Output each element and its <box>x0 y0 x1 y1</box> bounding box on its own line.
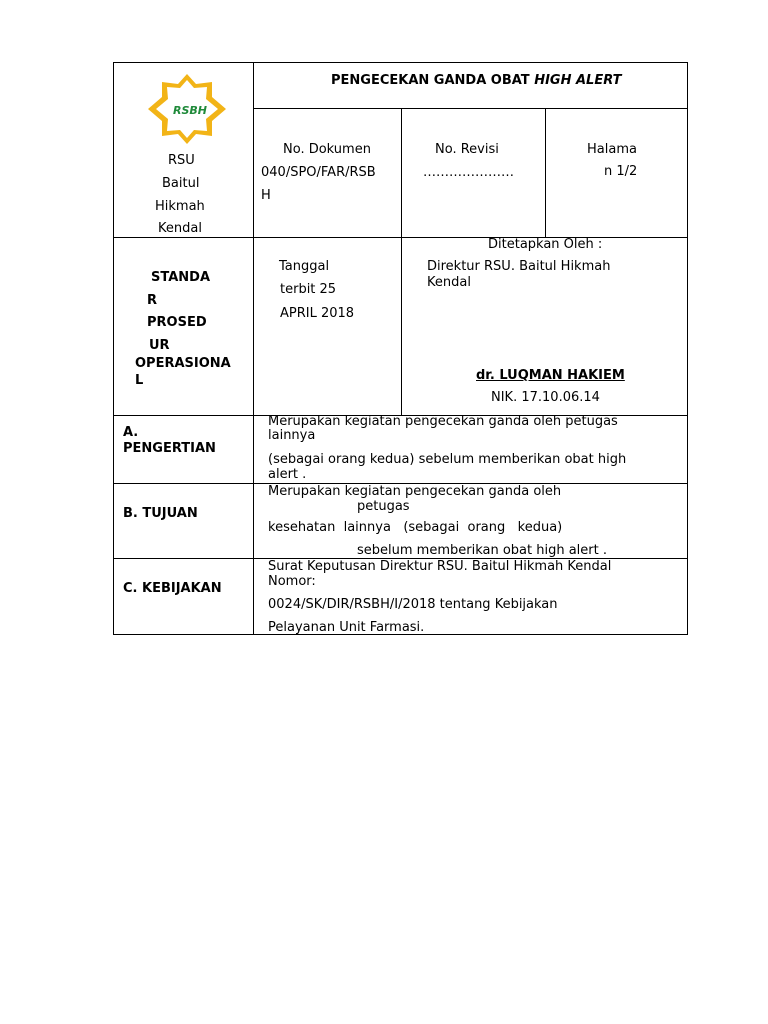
no-revisi-label: No. Revisi <box>435 142 499 157</box>
no-dokumen-value-line-2: H <box>261 188 271 203</box>
direktur-line-2: Kendal <box>427 275 471 290</box>
tanggal-line-2: terbit 25 <box>280 282 337 297</box>
sop-label-line-3: PROSED <box>147 315 207 330</box>
no-dokumen-value-line-1: 040/SPO/FAR/RSB <box>261 165 376 180</box>
hospital-logo <box>146 74 228 144</box>
pengertian-label-line-1: A. <box>123 425 139 440</box>
hospital-name-line-1: RSU <box>168 153 195 168</box>
no-dokumen-label: No. Dokumen <box>283 142 371 157</box>
sop-label-line-1: STANDA <box>151 270 211 285</box>
title-italic: HIGH ALERT <box>534 73 622 88</box>
sop-label-line-6: L <box>135 373 144 388</box>
tanggal-line-3: APRIL 2018 <box>280 306 355 321</box>
sop-label-line-5: OPERASIONA <box>135 356 231 371</box>
logo-text: RSBH <box>173 104 207 117</box>
tujuan-line-2: petugas <box>357 499 410 514</box>
halaman-line-2: n 1/2 <box>604 164 638 179</box>
pengertian-label-line-2: PENGERTIAN <box>123 441 216 456</box>
kebijakan-line-2: Nomor: <box>268 574 316 589</box>
kebijakan-line-3: 0024/SK/DIR/RSBH/I/2018 tentang Kebijakan <box>268 597 558 612</box>
kebijakan-line-1: Surat Keputusan Direktur RSU. Baitul Hikmah Kendal <box>268 559 612 574</box>
tujuan-label: B. TUJUAN <box>123 506 198 521</box>
kebijakan-line-4: Pelayanan Unit Farmasi. <box>268 620 425 635</box>
signer-name: dr. LUQMAN HAKIEM <box>476 368 625 383</box>
direktur-line-1: Direktur RSU. Baitul Hikmah <box>427 259 611 274</box>
hospital-name-line-4: Kendal <box>158 221 202 236</box>
hospital-name-line-2: Baitul <box>162 176 200 191</box>
pengertian-line-2: lainnya <box>268 428 316 443</box>
document-title <box>331 73 622 89</box>
kebijakan-label: C. KEBIJAKAN <box>123 581 222 596</box>
tujuan-line-4: sebelum memberikan obat high alert . <box>357 543 607 558</box>
pengertian-line-1: Merupakan kegiatan pengecekan ganda oleh petugas <box>268 414 618 429</box>
ditetapkan-label: Ditetapkan Oleh : <box>488 237 603 252</box>
pengertian-line-3: (sebagai orang kedua) sebelum memberikan obat high <box>268 452 627 467</box>
hospital-name-line-3: Hikmah <box>155 199 205 214</box>
sop-label-line-2: R <box>147 293 158 308</box>
tujuan-line-1: Merupakan kegiatan pengecekan ganda oleh <box>268 484 562 499</box>
tujuan-line-3: kesehatan lainnya (sebagai orang kedua) <box>268 520 563 535</box>
pengertian-line-4: alert . <box>268 467 307 482</box>
signer-nik: NIK. 17.10.06.14 <box>491 390 600 405</box>
title-prefix: PENGECEKAN GANDA OBAT <box>331 73 535 88</box>
tanggal-line-1: Tanggal <box>279 259 330 274</box>
halaman-line-1: Halama <box>587 142 637 157</box>
sop-label-line-4: UR <box>149 338 170 353</box>
no-revisi-value: ………………… <box>423 165 514 180</box>
